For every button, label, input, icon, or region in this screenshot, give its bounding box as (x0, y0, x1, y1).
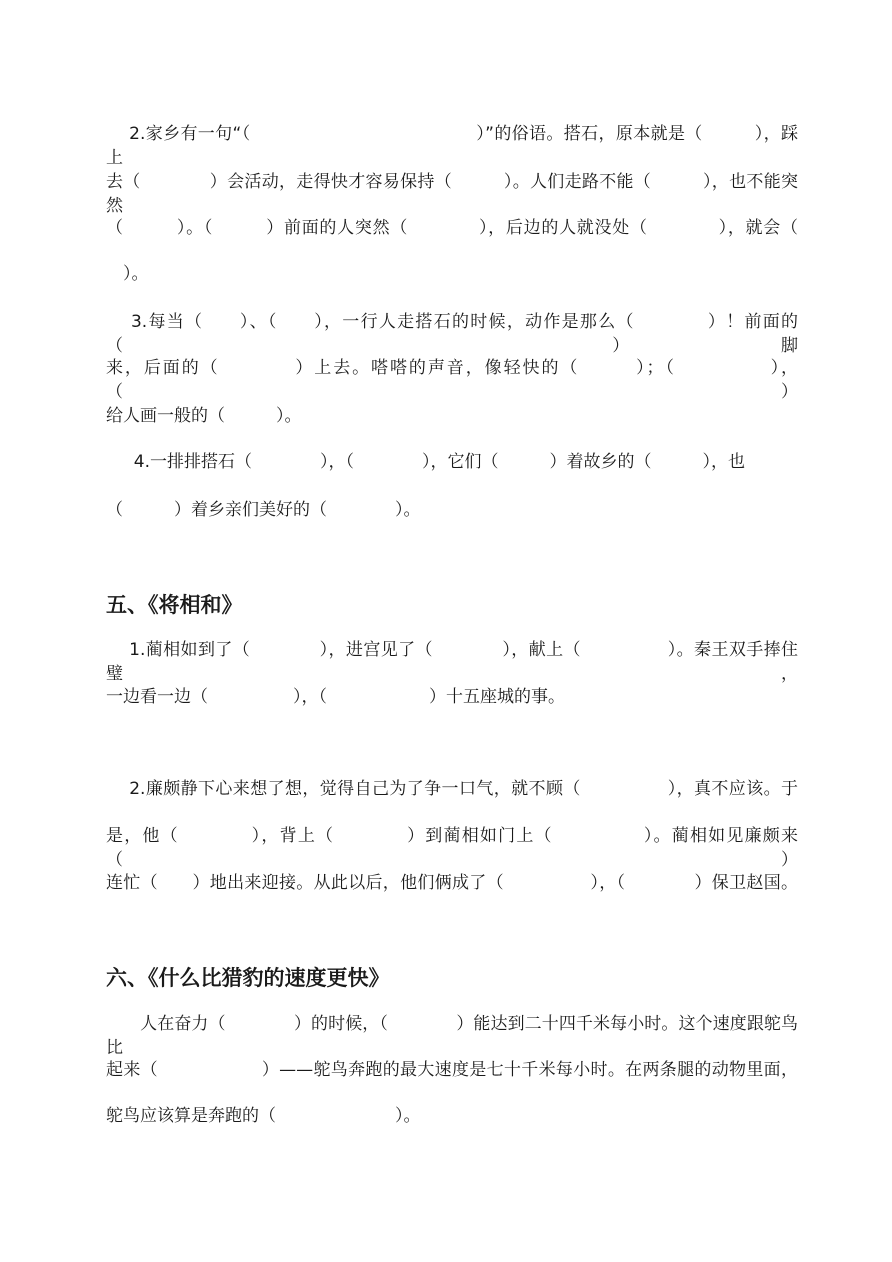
s5-q2-line-1: 2.廉颇静下心来想了想，觉得自己为了争一口气，就不顾（ ），真不应该。于 (106, 779, 798, 799)
q3-line-3: 给人画一般的（ ）。 (106, 406, 302, 426)
s5-q1-line-1: 1.蔺相如到了（ ），进宫见了（ ），献上（ ）。秦王双手捧住璧， (106, 640, 798, 684)
q4-line-2: （ ）着乡亲们美好的（ ）。 (106, 500, 421, 520)
s5-q2-line-3: 连忙（ ）地出来迎接。从此以后，他们俩成了（ ），（ ）保卫赵国。 (106, 873, 798, 893)
q2-line-1: 2.家乡有一句“（ ）”的俗语。搭石，原本就是（ ），踩上 (106, 124, 798, 168)
section5-heading: 五、《将相和》 (106, 593, 243, 617)
section6-heading: 六、《什么比猎豹的速度更快》 (106, 966, 390, 990)
q2-line-3: （ ）。（ ）前面的人突然（ ），后边的人就没处（ ），就会（ (106, 218, 798, 238)
q2-line-4: ）。 (106, 264, 149, 284)
s6-line-3: 鸵鸟应该算是奔跑的（ ）。 (106, 1106, 421, 1126)
q4-line-1: 4.一排排搭石（ ），（ ），它们（ ）着故乡的（ ），也 (106, 452, 746, 472)
s6-line-1: 人在奋力（ ）的时候，（ ）能达到二十四千米每小时。这个速度跟鸵鸟比 (106, 1014, 798, 1058)
s5-q1-line-2: 一边看一边（ ），（ ）十五座城的事。 (106, 687, 565, 707)
s6-line-2: 起来（ ）——鸵鸟奔跑的最大速度是七十千米每小时。在两条腿的动物里面， (106, 1060, 798, 1080)
q3-line-1: 3.每当（ ）、（ ），一行人走搭石的时候，动作是那么（ ）！前面的（ ）脚 (106, 312, 798, 356)
s5-q2-line-2: 是，他（ ），背上（ ）到蔺相如门上（ ）。蔺相如见廉颇来（ ） (106, 826, 798, 870)
q2-line-2: 去（ ）会活动，走得快才容易保持（ ）。人们走路不能（ ），也不能突然 (106, 172, 798, 216)
q3-line-2: 来，后面的（ ）上去。嗒嗒的声音，像轻快的（ ）；（ ），（ ） (106, 358, 798, 402)
